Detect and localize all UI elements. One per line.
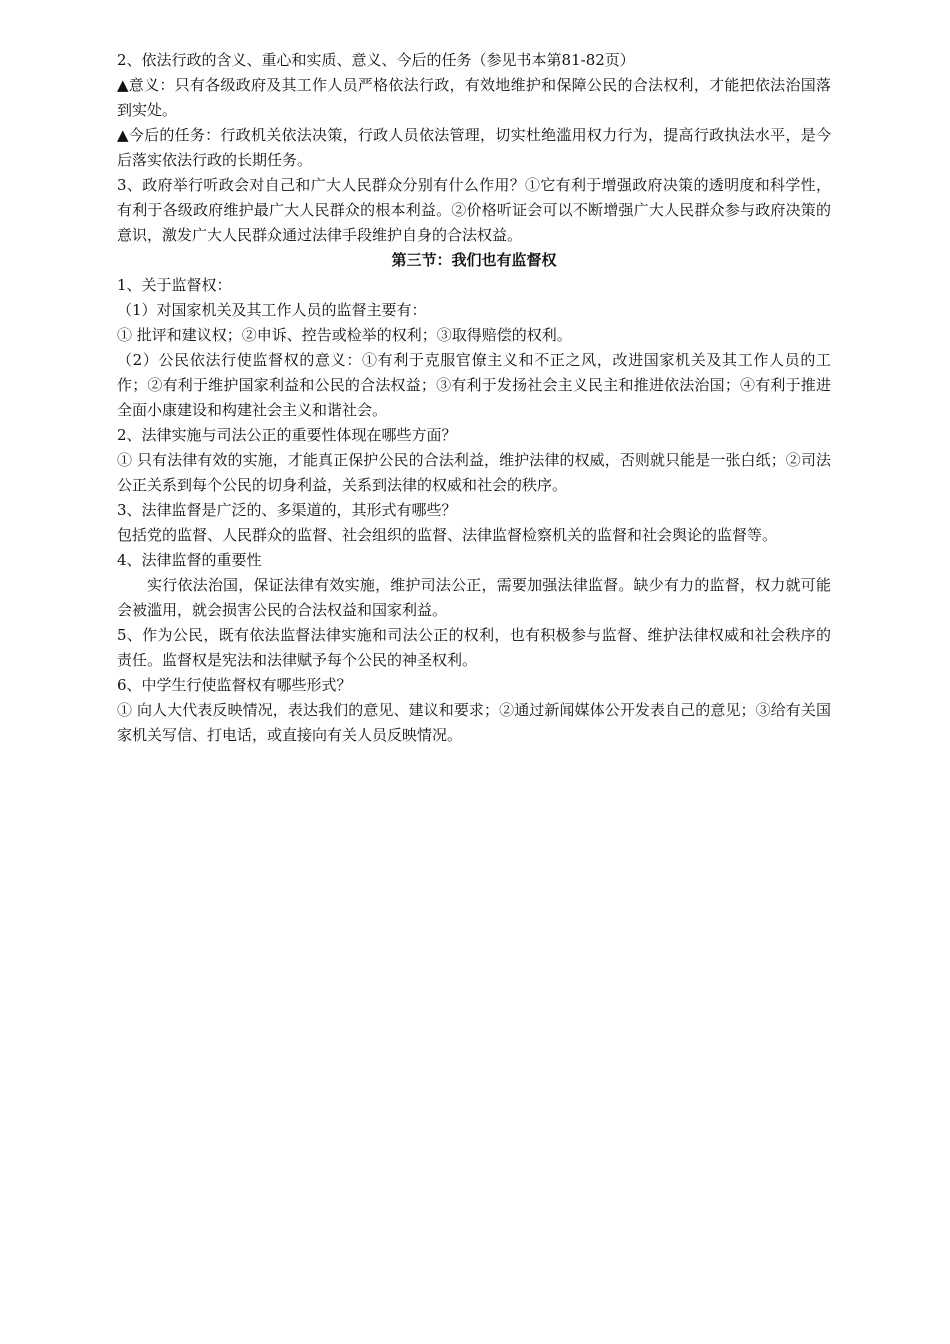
student-forms-question: 6、中学生行使监督权有哪些形式？	[117, 676, 352, 694]
meaning-paragraph: ▲意义：只有各级政府及其工作人员严格依法行政，有效地维护和保障公民的合法权利，才能把依法治国落到实处。	[117, 76, 831, 119]
hearing-question-paragraph: 3、政府举行听政会对自己和广大人民群众分别有什么作用？①它有利于增强政府决策的透明度和科学性，有利于各级政府维护最广大人民群众的根本利益。②价格听证会可以不断增强广大人民群众参与政府决策的意识，激发广大人民群众通过法律手段维护自身的合法权益。	[117, 176, 831, 244]
supervision-sub-1: （1）对国家机关及其工作人员的监督主要有：	[117, 301, 427, 319]
law-implementation-answer: ① 只有法律有效的实施，才能真正保护公民的合法利益，维护法律的权威，否则就只能是一张白纸；②司法公正关系到每个公民的切身利益，关系到法律的权威和社会的秩序。	[117, 451, 831, 494]
student-forms-answer: ① 向人大代表反映情况，表达我们的意见、建议和要求；②通过新闻媒体公开发表自己的意见；③给有关国家机关写信、打电话，或直接向有关人员反映情况。	[117, 701, 831, 744]
supervision-forms-answer: 包括党的监督、人民群众的监督、社会组织的监督、法律监督检察机关的监督和社会舆论的监督等。	[117, 526, 778, 544]
item-2-heading: 2、依法行政的含义、重心和实质、意义、今后的任务（参见书本第81-82页）	[117, 51, 635, 69]
supervision-forms-question: 3、法律监督是广泛的、多渠道的，其形式有哪些？	[117, 501, 457, 519]
supervision-heading: 1、关于监督权：	[117, 276, 232, 294]
citizen-rights-paragraph: 5、作为公民，既有依法监督法律实施和司法公正的权利，也有积极参与监督、维护法律权威和社会秩序的责任。监督权是宪法和法律赋予每个公民的神圣权利。	[117, 626, 831, 669]
supervision-importance-paragraph: 实行依法治国，保证法律有效实施，维护司法公正，需要加强法律监督。缺少有力的监督，权力就可能会被滥用，就会损害公民的合法权益和国家利益。	[117, 576, 831, 619]
law-implementation-question: 2、法律实施与司法公正的重要性体现在哪些方面？	[117, 426, 457, 444]
supervision-importance-heading: 4、法律监督的重要性	[117, 551, 262, 569]
document-page	[117, 48, 831, 748]
future-task-paragraph: ▲今后的任务：行政机关依法决策，行政人员依法管理，切实杜绝滥用权力行为，提高行政执法水平，是今后落实依法行政的长期任务。	[117, 126, 831, 169]
supervision-rights-list: ① 批评和建议权；②申诉、控告或检举的权利；③取得赔偿的权利。	[117, 326, 572, 344]
supervision-significance: （2）公民依法行使监督权的意义：①有利于克服官僚主义和不正之风，改进国家机关及其工作人员的工作；②有利于维护国家利益和公民的合法权益；③有利于发扬社会主义民主和推进依法治国；④有利于推进全面小康建设和构建社会主义和谐社会。	[117, 351, 831, 419]
section-title: 第三节：我们也有监督权	[391, 251, 557, 269]
